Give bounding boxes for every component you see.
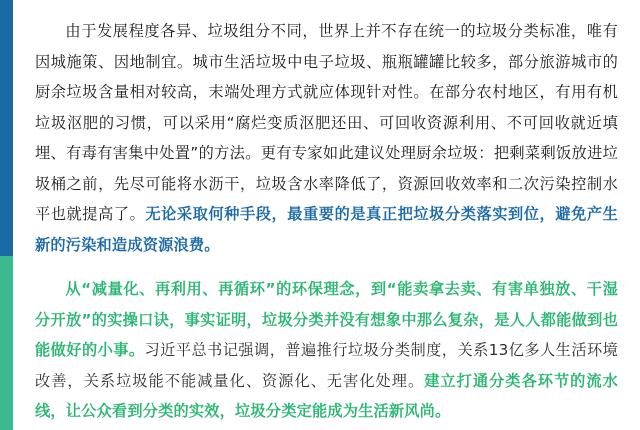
paragraph-one-text: 由于发展程度各异、垃圾组分不同，世界上并不存在统一的垃圾分类标准，唯有因城施策、因地制宜。城市生活垃圾中电子垃圾、瓶瓶罐罐比较多，部分旅游城市的厨余垃圾含量相对较高，末端处理方式就应体现针对性。在部分农村地区，有用有机垃圾沤肥的习惯，可以采用“腐烂变质沤肥还田、可回收资源利用、不可回收就近填埋、有毒有害集中处置”的方法。更有专家如此建议处理厨余垃圾：把剩菜剩饭放进垃圾桶之前，先尽可能将水沥干，垃圾含水率降低了，资源回收效率和二次污染控制水平也就提高了。 xyxy=(35,22,618,223)
paragraph-two xyxy=(35,274,618,427)
document-body xyxy=(13,0,640,430)
paragraph-two-highlight-lead: 从“减量化、再利用、再循环”的环保理念，到“能卖拿去卖、有害单独放、干湿分开放”的实操口诀，事实证明，垃圾分类并没有想象中那么复杂，是人人都能做到也能做好的小事。 xyxy=(35,280,618,359)
accent-stripe-blue xyxy=(0,0,13,256)
paragraph-one-highlight: 无论采取何种手段，最重要的是真正把垃圾分类落实到位，避免产生新的污染和造成资源浪费。 xyxy=(35,205,619,254)
paragraph-two-text: 习近平总书记强调，普遍推行垃圾分类制度，关系13亿多人生活环境改善，关系垃圾能不能减量化、资源化、无害化处理。 xyxy=(35,341,618,390)
accent-stripe-green xyxy=(0,256,13,430)
paragraph-one xyxy=(35,16,618,260)
paragraph-two-highlight-tail: 建立打通分类各环节的流水线，让公众看到分类的实效，垃圾分类定能成为生活新风尚。 xyxy=(35,371,618,420)
left-accent-stripe xyxy=(0,0,13,430)
